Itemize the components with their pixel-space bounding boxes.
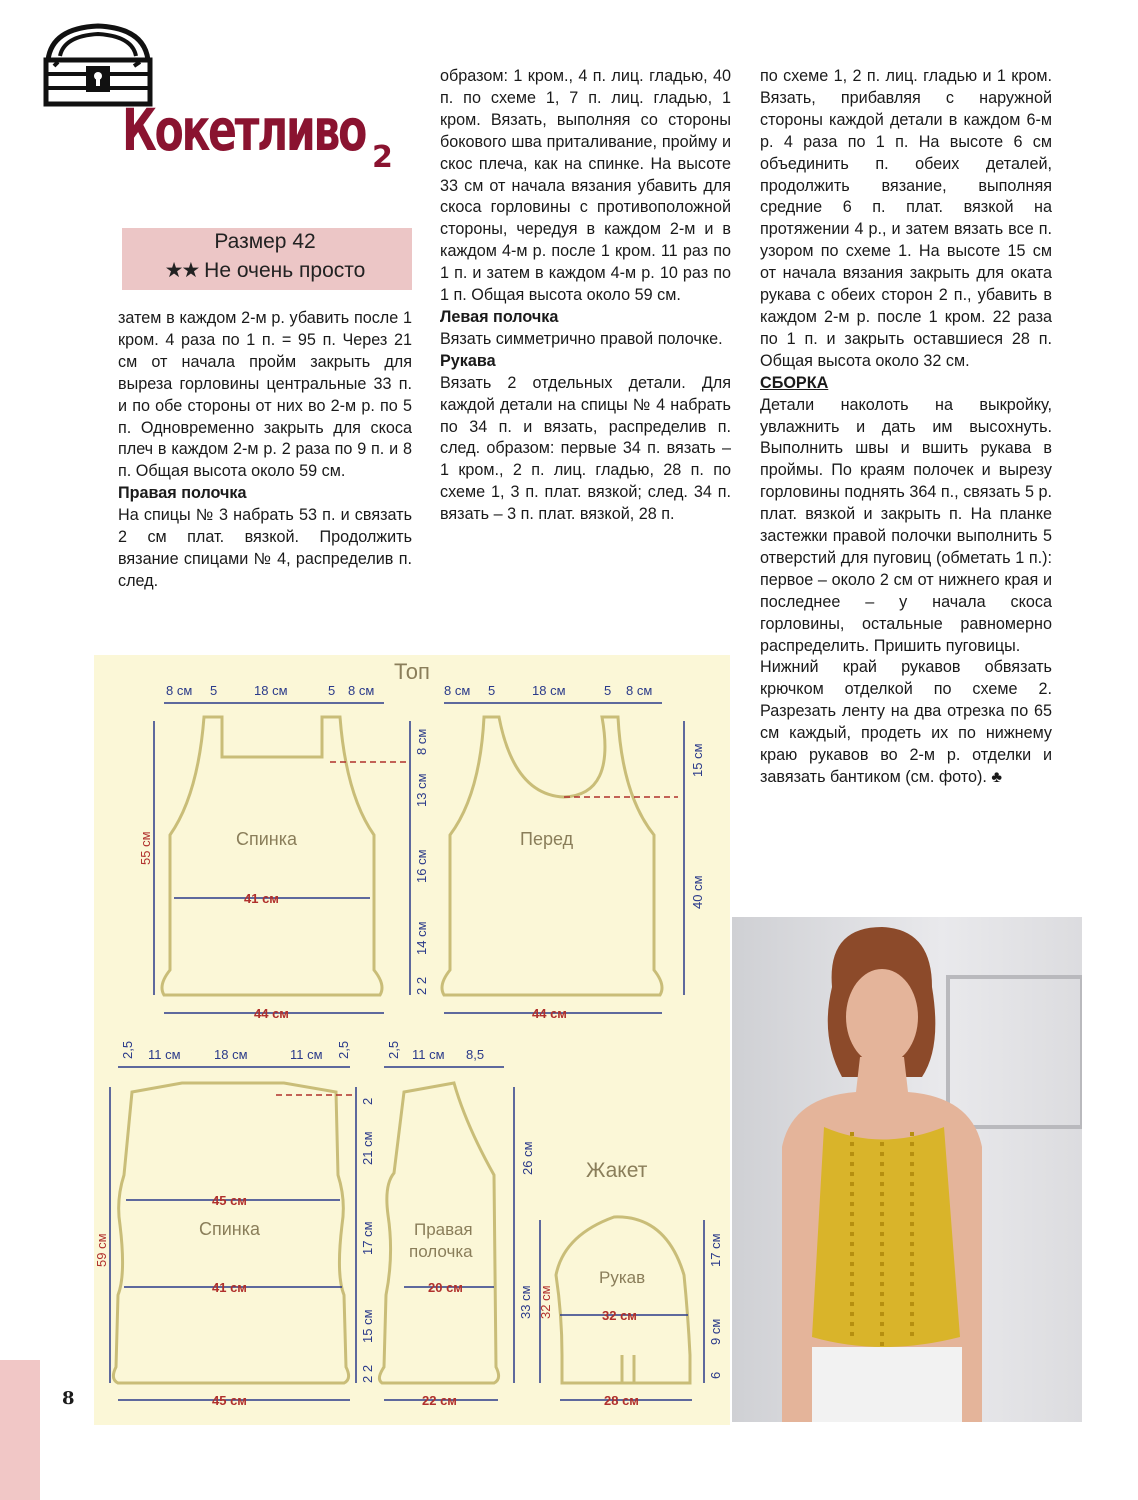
back-label: Спинка bbox=[236, 829, 298, 849]
dim-jb-side-1: 21 см bbox=[360, 1131, 375, 1165]
paragraph: Вязать симметрично правой полочке. bbox=[440, 329, 723, 348]
dim-jb-top-2: 18 см bbox=[214, 1047, 248, 1062]
front-label: Перед bbox=[520, 829, 574, 849]
sleeve-label: Рукав bbox=[599, 1268, 646, 1287]
dim-back-side-2: 16 см bbox=[414, 849, 429, 883]
dim-jb-side-2: 17 см bbox=[360, 1221, 375, 1255]
dim-jf-top-1: 11 см bbox=[412, 1047, 445, 1062]
section-heading: Рукава bbox=[440, 351, 496, 370]
dim-back-bottom: 44 см bbox=[254, 1006, 289, 1021]
dim-back-waist: 41 см bbox=[244, 891, 279, 906]
difficulty-line bbox=[122, 258, 408, 283]
dim-jf-top-2: 8,5 bbox=[466, 1047, 485, 1062]
difficulty-text: Не очень просто bbox=[204, 259, 366, 282]
jacket-back-label: Спинка bbox=[199, 1219, 261, 1239]
paragraph: образом: 1 кром., 4 п. лиц. гладью, 40 п. по схеме 1, 7 п. лиц. гладью, 1 кром. Вязать, выполняя со стороны бокового шва приталивание, пройму и скос плеча, как на спинке. На высоте 33 см от начала вязания убавить для скоса горловины с противоположной стороны, чередуя в каждом 2-м и в каждом 4-м р. после 1 кром. 11 раз по 1 п. и затем в каждом 4-м р. 10 раз по 1 п. Общая высота около 59 см. bbox=[440, 67, 731, 305]
dim-front-0: 8 см bbox=[444, 683, 471, 698]
dim-back-side-0: 8 см bbox=[414, 728, 429, 755]
dim-sleeve-right-2: 6 bbox=[708, 1371, 723, 1379]
dim-top-1: 5 bbox=[210, 683, 218, 698]
dim-jb-side-4: 2 2 bbox=[360, 1364, 375, 1383]
dim-sleeve-inner: 32 см bbox=[538, 1285, 553, 1319]
dim-jb-top-3: 11 см bbox=[290, 1047, 323, 1062]
dim-back-height: 55 см bbox=[138, 831, 153, 865]
dim-jb-side-0: 2 bbox=[360, 1097, 375, 1105]
dim-back-side-3: 14 см bbox=[414, 921, 429, 955]
text-column-3 bbox=[760, 66, 1052, 789]
top-section-title: Топ bbox=[394, 659, 430, 684]
dim-jf-side: 26 см bbox=[520, 1141, 535, 1175]
dim-jf-width: 20 см bbox=[428, 1280, 463, 1295]
section-heading: Левая полочка bbox=[440, 307, 559, 326]
dim-jb-side-3: 15 см bbox=[360, 1309, 375, 1343]
size-label: Размер 42 bbox=[214, 230, 316, 253]
page-edge-strip bbox=[0, 1360, 40, 1500]
dim-front-1: 5 bbox=[488, 683, 496, 698]
right-front-label-1: Правая bbox=[414, 1220, 473, 1239]
text-column-1 bbox=[118, 308, 412, 593]
dim-back-side-1: 13 см bbox=[414, 773, 429, 807]
right-front-label-2: полочка bbox=[409, 1242, 473, 1261]
dim-jb-top-0: 2,5 bbox=[120, 1040, 135, 1059]
dim-jb-waist: 41 см bbox=[212, 1280, 247, 1295]
dim-top-2: 18 см bbox=[254, 683, 288, 698]
dim-jb-height: 59 см bbox=[94, 1233, 109, 1267]
difficulty-stars: ★★ bbox=[164, 259, 199, 282]
dim-jb-top-1: 11 см bbox=[148, 1047, 181, 1062]
paragraph: Детали наколоть на выкройку, увлажнить и дать им высохнуть. Выполнить швы и вшить рукава в проймы. По краям полочек и вырезу горловины поднять 364 п., связать 5 р. плат. вязкой и закрыть п. На планке застежки правой полочки выполнить 5 отверстий для пуговиц (обметать 1 п.): первое – около 2 см от нижнего края и последнее – у начала скоса горловины, остальные равномерно распределить. Пришить пуговицы. bbox=[760, 395, 1052, 655]
dim-jb-chest: 45 см bbox=[212, 1193, 247, 1208]
paragraph: Нижний край рукавов обвязать крючком отделкой по схеме 2. Разрезать ленту на два отрезка по 65 см каждый, продеть их по нижнему краю рукавов во 2-м р. отделки и завязать бантиком (см. фото). ♣ bbox=[760, 658, 1052, 786]
dim-sleeve-right-0: 17 см bbox=[708, 1233, 723, 1267]
model-photo bbox=[732, 917, 1082, 1422]
dim-front-bottom: 44 см bbox=[532, 1006, 567, 1021]
dim-jb-top-4: 2,5 bbox=[336, 1040, 351, 1059]
dim-front-4: 8 см bbox=[626, 683, 653, 698]
title-number: 2 bbox=[372, 140, 393, 175]
dim-sleeve-width: 32 см bbox=[602, 1308, 637, 1323]
top-front-shape bbox=[442, 717, 662, 995]
dim-jb-bottom: 45 см bbox=[212, 1393, 247, 1408]
paragraph: затем в каждом 2-м р. убавить после 1 кром. 4 раза по 1 п. = 95 п. Через 21 см от начала пройм закрыть для выреза горловины центральные 33 п. и по обе стороны от них во 2-м р. по 5 п. Одновременно закрыть для скоса плеч в каждом 2-м р. 2 раза по 9 п. и 8 п. Общая высота около 59 см. bbox=[118, 309, 412, 481]
pattern-diagram bbox=[94, 655, 730, 1425]
dim-front-2: 18 см bbox=[532, 683, 566, 698]
dim-sleeve-outer: 33 см bbox=[518, 1285, 533, 1319]
text-column-2 bbox=[440, 66, 731, 526]
dim-sleeve-bottom: 28 см bbox=[604, 1393, 639, 1408]
dim-front-side-1: 40 см bbox=[690, 875, 705, 909]
dim-sleeve-right-1: 9 см bbox=[708, 1318, 723, 1345]
section-heading: Правая полочка bbox=[118, 484, 247, 503]
paragraph: На спицы № 3 набрать 53 п. и связать 2 см плат. вязкой. Продолжить вязание спицами № 4, распределив п. след. bbox=[118, 506, 412, 590]
chest-logo-icon bbox=[38, 20, 158, 108]
dim-back-side-4: 2 2 bbox=[414, 976, 429, 995]
dim-jf-bottom: 22 см bbox=[422, 1393, 457, 1408]
jacket-section-title: Жакет bbox=[586, 1159, 648, 1182]
page-title: Кокетливо bbox=[122, 96, 365, 164]
paragraph: Вязать 2 отдельных детали. Для каждой детали на спицы № 4 набрать по 34 п. и вязать, распределив п. след. образом: первые 34 п. вязать – 1 кром., 2 п. лиц. гладью, 28 п. по схеме 1, 3 п. плат. вязкой; след. 34 п. вязать – 3 п. плат. вязкой, 28 п. bbox=[440, 373, 731, 524]
dim-top-3: 5 bbox=[328, 683, 336, 698]
paragraph: по схеме 1, 2 п. лиц. гладью и 1 кром. Вязать, прибавляя с наружной стороны каждой детали в каждом 6-м р. 4 раза по 1 п. На высоте 6 см объединить п. обеих деталей, продолжить вязание, выполняя средние 6 п. плат. вязкой на протяжении 4 р., и затем вязать все п. узором по схеме 1. На высоте 15 см от начала вязания закрыть для оката рукава с обеих сторон 2 п., убавить в каждом 2-м р. после 1 кром. 22 раза по 1 п. и закрыть оставшиеся 28 п. Общая высота около 32 см. bbox=[760, 67, 1052, 370]
dim-top-0: 8 см bbox=[166, 683, 193, 698]
dim-top-4: 8 см bbox=[348, 683, 375, 698]
dim-jf-top-0: 2,5 bbox=[386, 1040, 401, 1059]
top-back-shape bbox=[162, 717, 382, 995]
page-number: 8 bbox=[62, 1388, 75, 1409]
dim-front-3: 5 bbox=[604, 683, 612, 698]
dim-front-side-0: 15 см bbox=[690, 743, 705, 777]
section-heading: СБОРКА bbox=[760, 373, 829, 392]
